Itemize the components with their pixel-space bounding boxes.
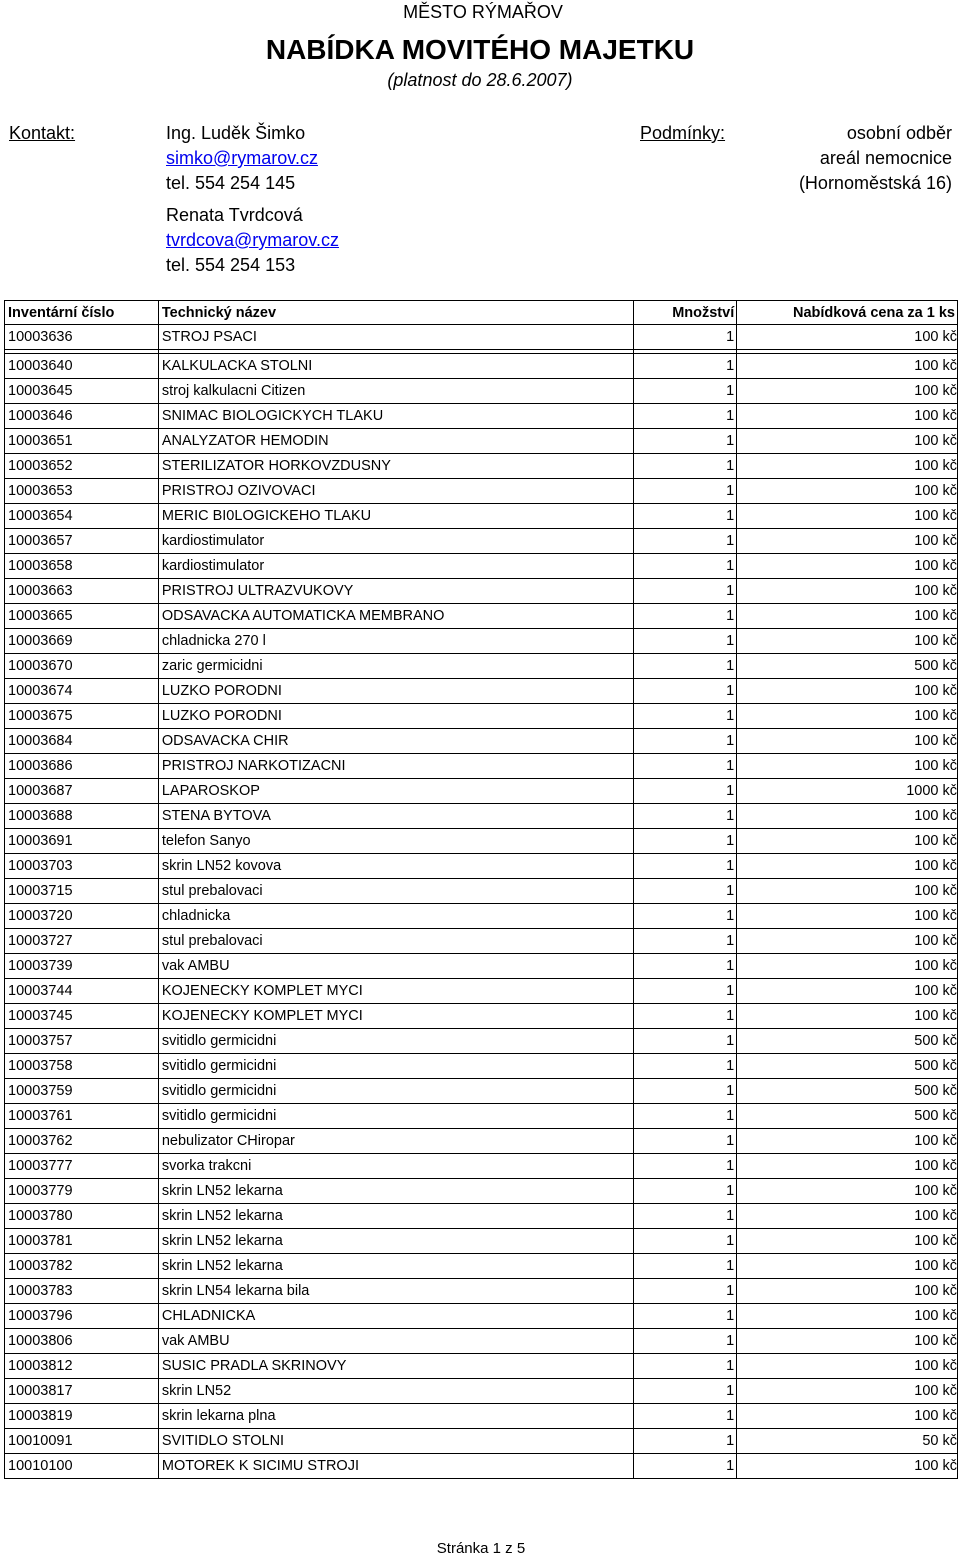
quantity-cell: 1 — [634, 1329, 737, 1354]
quantity-cell: 1 — [634, 829, 737, 854]
technical-name-cell: STROJ PSACI — [158, 325, 633, 350]
table-row — [5, 1379, 958, 1404]
price-cell: 100 kč — [737, 1354, 958, 1379]
table-row — [5, 1204, 958, 1229]
inventory-number-cell: 10003762 — [5, 1129, 159, 1154]
quantity-cell: 1 — [634, 604, 737, 629]
table-row — [5, 1054, 958, 1079]
quantity-cell: 1 — [634, 1204, 737, 1229]
quantity-cell: 1 — [634, 1454, 737, 1479]
quantity-cell: 1 — [634, 479, 737, 504]
price-cell: 100 kč — [737, 829, 958, 854]
table-row — [5, 1354, 958, 1379]
table-row — [5, 1229, 958, 1254]
header-inventory-number: Inventární číslo — [5, 301, 159, 325]
inventory-number-cell: 10003636 — [5, 325, 159, 350]
price-cell: 100 kč — [737, 679, 958, 704]
price-cell: 100 kč — [737, 354, 958, 379]
inventory-number-cell: 10003759 — [5, 1079, 159, 1104]
table-row — [5, 779, 958, 804]
price-cell: 500 kč — [737, 1079, 958, 1104]
header-price: Nabídková cena za 1 ks — [737, 301, 958, 325]
inventory-number-cell: 10003703 — [5, 854, 159, 879]
technical-name-cell: svorka trakcni — [158, 1154, 633, 1179]
quantity-cell: 1 — [634, 654, 737, 679]
inventory-number-cell: 10003654 — [5, 504, 159, 529]
quantity-cell: 1 — [634, 754, 737, 779]
quantity-cell: 1 — [634, 1004, 737, 1029]
quantity-cell: 1 — [634, 1254, 737, 1279]
inventory-number-cell: 10003812 — [5, 1354, 159, 1379]
table-header-row — [5, 301, 958, 325]
technical-name-cell: LAPAROSKOP — [158, 779, 633, 804]
inventory-number-cell: 10003727 — [5, 929, 159, 954]
table-row — [5, 1429, 958, 1454]
quantity-cell: 1 — [634, 1079, 737, 1104]
asset-table — [4, 300, 958, 1479]
technical-name-cell: stroj kalkulacni Citizen — [158, 379, 633, 404]
quantity-cell: 1 — [634, 979, 737, 1004]
quantity-cell: 1 — [634, 1179, 737, 1204]
price-cell: 100 kč — [737, 1279, 958, 1304]
inventory-number-cell: 10003783 — [5, 1279, 159, 1304]
price-cell: 100 kč — [737, 379, 958, 404]
technical-name-cell: KOJENECKY KOMPLET MYCI — [158, 979, 633, 1004]
inventory-number-cell: 10003665 — [5, 604, 159, 629]
quantity-cell: 1 — [634, 325, 737, 350]
inventory-number-cell: 10003757 — [5, 1029, 159, 1054]
quantity-cell: 1 — [634, 954, 737, 979]
quantity-cell: 1 — [634, 554, 737, 579]
technical-name-cell: LUZKO PORODNI — [158, 704, 633, 729]
quantity-cell: 1 — [634, 854, 737, 879]
table-row — [5, 629, 958, 654]
price-cell: 100 kč — [737, 979, 958, 1004]
technical-name-cell: skrin LN52 lekarna — [158, 1254, 633, 1279]
price-cell: 100 kč — [737, 1004, 958, 1029]
price-cell: 100 kč — [737, 729, 958, 754]
inventory-number-cell: 10003744 — [5, 979, 159, 1004]
quantity-cell: 1 — [634, 1129, 737, 1154]
quantity-cell: 1 — [634, 404, 737, 429]
quantity-cell: 1 — [634, 354, 737, 379]
price-cell: 100 kč — [737, 704, 958, 729]
technical-name-cell: KOJENECKY KOMPLET MYCI — [158, 1004, 633, 1029]
quantity-cell: 1 — [634, 729, 737, 754]
price-cell: 100 kč — [737, 529, 958, 554]
technical-name-cell: svitidlo germicidni — [158, 1104, 633, 1129]
inventory-number-cell: 10003640 — [5, 354, 159, 379]
technical-name-cell: KALKULACKA STOLNI — [158, 354, 633, 379]
table-body — [5, 325, 958, 1479]
inventory-number-cell: 10003720 — [5, 904, 159, 929]
table-row — [5, 454, 958, 479]
conditions-block — [799, 121, 952, 196]
inventory-number-cell: 10010100 — [5, 1454, 159, 1479]
technical-name-cell: stul prebalovaci — [158, 879, 633, 904]
quantity-cell: 1 — [634, 704, 737, 729]
price-cell: 100 kč — [737, 929, 958, 954]
town-name: MĚSTO RÝMAŘOV — [403, 2, 563, 22]
price-cell: 100 kč — [737, 325, 958, 350]
table-row — [5, 579, 958, 604]
contact-email-2[interactable]: tvrdcova@rymarov.cz — [166, 230, 339, 250]
price-cell: 100 kč — [737, 1129, 958, 1154]
quantity-cell: 1 — [634, 504, 737, 529]
condition-line: (Hornoměstská 16) — [798, 173, 952, 193]
price-cell: 100 kč — [737, 879, 958, 904]
price-cell: 100 kč — [737, 579, 958, 604]
price-cell: 100 kč — [737, 1154, 958, 1179]
quantity-cell: 1 — [634, 1104, 737, 1129]
price-cell: 100 kč — [737, 954, 958, 979]
price-cell: 100 kč — [737, 1204, 958, 1229]
price-cell: 100 kč — [737, 454, 958, 479]
inventory-number-cell: 10003781 — [5, 1229, 159, 1254]
inventory-number-cell: 10003819 — [5, 1404, 159, 1429]
technical-name-cell: vak AMBU — [158, 954, 633, 979]
page-title: NABÍDKA MOVITÉHO MAJETKU — [265, 34, 695, 65]
technical-name-cell: PRISTROJ ULTRAZVUKOVY — [158, 579, 633, 604]
table-row — [5, 1329, 958, 1354]
inventory-number-cell: 10003686 — [5, 754, 159, 779]
validity-note: (platnost do 28.6.2007) — [387, 70, 573, 90]
table-row — [5, 429, 958, 454]
table-row — [5, 904, 958, 929]
quantity-cell: 1 — [634, 804, 737, 829]
inventory-number-cell: 10003758 — [5, 1054, 159, 1079]
technical-name-cell: vak AMBU — [158, 1329, 633, 1354]
technical-name-cell: telefon Sanyo — [158, 829, 633, 854]
table-row — [5, 679, 958, 704]
inventory-number-cell: 10003761 — [5, 1104, 159, 1129]
price-cell: 100 kč — [737, 1379, 958, 1404]
table-row — [5, 1104, 958, 1129]
contact-name-1: Ing. Luděk Šimko — [166, 123, 306, 143]
quantity-cell: 1 — [634, 1429, 737, 1454]
inventory-number-cell: 10003796 — [5, 1304, 159, 1329]
table-row — [5, 879, 958, 904]
table-row — [5, 829, 958, 854]
condition-line: areál nemocnice — [819, 148, 952, 168]
technical-name-cell: SUSIC PRADLA SKRINOVY — [158, 1354, 633, 1379]
technical-name-cell: svitidlo germicidni — [158, 1029, 633, 1054]
inventory-number-cell: 10003675 — [5, 704, 159, 729]
price-cell: 100 kč — [737, 604, 958, 629]
inventory-number-cell: 10003779 — [5, 1179, 159, 1204]
quantity-cell: 1 — [634, 379, 737, 404]
technical-name-cell: skrin LN52 kovova — [158, 854, 633, 879]
table-row — [5, 704, 958, 729]
inventory-number-cell: 10003780 — [5, 1204, 159, 1229]
table-row — [5, 1304, 958, 1329]
quantity-cell: 1 — [634, 779, 737, 804]
price-cell: 100 kč — [737, 554, 958, 579]
header-technical-name: Technický název — [158, 301, 633, 325]
price-cell: 100 kč — [737, 854, 958, 879]
price-cell: 100 kč — [737, 1404, 958, 1429]
table-row — [5, 604, 958, 629]
table-row — [5, 654, 958, 679]
technical-name-cell: skrin LN52 lekarna — [158, 1179, 633, 1204]
quantity-cell: 1 — [634, 1029, 737, 1054]
contact-email-1[interactable]: simko@rymarov.cz — [166, 148, 318, 168]
table-row — [5, 379, 958, 404]
price-cell: 100 kč — [737, 629, 958, 654]
table-row — [5, 1154, 958, 1179]
price-cell: 100 kč — [737, 404, 958, 429]
technical-name-cell: zaric germicidni — [158, 654, 633, 679]
table-row — [5, 554, 958, 579]
quantity-cell: 1 — [634, 454, 737, 479]
inventory-number-cell: 10003652 — [5, 454, 159, 479]
technical-name-cell: svitidlo germicidni — [158, 1079, 633, 1104]
inventory-number-cell: 10003653 — [5, 479, 159, 504]
table-row — [5, 1079, 958, 1104]
technical-name-cell: MOTOREK K SICIMU STROJI — [158, 1454, 633, 1479]
technical-name-cell: chladnicka 270 l — [158, 629, 633, 654]
quantity-cell: 1 — [634, 1279, 737, 1304]
technical-name-cell: CHLADNICKA — [158, 1304, 633, 1329]
inventory-number-cell: 10003688 — [5, 804, 159, 829]
page-number: Stránka 1 z 5 — [436, 1540, 526, 1557]
inventory-number-cell: 10003645 — [5, 379, 159, 404]
technical-name-cell: kardiostimulator — [158, 554, 633, 579]
table-row — [5, 1404, 958, 1429]
quantity-cell: 1 — [634, 904, 737, 929]
table-row — [5, 954, 958, 979]
technical-name-cell: LUZKO PORODNI — [158, 679, 633, 704]
table-row — [5, 979, 958, 1004]
contact-phone-2: tel. 554 254 153 — [166, 255, 296, 275]
inventory-number-cell: 10003715 — [5, 879, 159, 904]
table-row — [5, 804, 958, 829]
price-cell: 500 kč — [737, 1029, 958, 1054]
technical-name-cell: PRISTROJ OZIVOVACI — [158, 479, 633, 504]
table-row — [5, 325, 958, 350]
table-row — [5, 354, 958, 379]
table-row — [5, 1029, 958, 1054]
table-row — [5, 1279, 958, 1304]
price-cell: 500 kč — [737, 1104, 958, 1129]
table-row — [5, 1179, 958, 1204]
table-row — [5, 729, 958, 754]
quantity-cell: 1 — [634, 1054, 737, 1079]
price-cell: 100 kč — [737, 1304, 958, 1329]
table-row — [5, 1129, 958, 1154]
technical-name-cell: svitidlo germicidni — [158, 1054, 633, 1079]
technical-name-cell: stul prebalovaci — [158, 929, 633, 954]
price-cell: 100 kč — [737, 904, 958, 929]
contact-name-2: Renata Tvrdcová — [166, 205, 303, 225]
quantity-cell: 1 — [634, 1229, 737, 1254]
table-row — [5, 504, 958, 529]
inventory-number-cell: 10003658 — [5, 554, 159, 579]
technical-name-cell: skrin LN52 lekarna — [158, 1229, 633, 1254]
price-cell: 100 kč — [737, 479, 958, 504]
price-cell: 100 kč — [737, 804, 958, 829]
conditions-label: Podmínky: — [640, 123, 726, 143]
contact-phone-1: tel. 554 254 145 — [166, 173, 296, 193]
technical-name-cell: kardiostimulator — [158, 529, 633, 554]
technical-name-cell: ODSAVACKA AUTOMATICKA MEMBRANO — [158, 604, 633, 629]
inventory-number-cell: 10003657 — [5, 529, 159, 554]
inventory-number-cell: 10003817 — [5, 1379, 159, 1404]
technical-name-cell: MERIC BI0LOGICKEHO TLAKU — [158, 504, 633, 529]
inventory-number-cell: 10003670 — [5, 654, 159, 679]
price-cell: 1000 kč — [737, 779, 958, 804]
table-row — [5, 404, 958, 429]
technical-name-cell: STENA BYTOVA — [158, 804, 633, 829]
quantity-cell: 1 — [634, 429, 737, 454]
inventory-number-cell: 10003782 — [5, 1254, 159, 1279]
contact-person-2 — [166, 203, 339, 278]
table-row — [5, 529, 958, 554]
price-cell: 50 kč — [737, 1429, 958, 1454]
technical-name-cell: nebulizator CHiropar — [158, 1129, 633, 1154]
price-cell: 100 kč — [737, 754, 958, 779]
inventory-number-cell: 10010091 — [5, 1429, 159, 1454]
contact-person-1 — [166, 121, 318, 196]
inventory-number-cell: 10003687 — [5, 779, 159, 804]
quantity-cell: 1 — [634, 629, 737, 654]
price-cell: 100 kč — [737, 1254, 958, 1279]
technical-name-cell: PRISTROJ NARKOTIZACNI — [158, 754, 633, 779]
table-row — [5, 479, 958, 504]
quantity-cell: 1 — [634, 679, 737, 704]
inventory-number-cell: 10003669 — [5, 629, 159, 654]
table-row — [5, 854, 958, 879]
price-cell: 100 kč — [737, 504, 958, 529]
quantity-cell: 1 — [634, 1304, 737, 1329]
inventory-number-cell: 10003674 — [5, 679, 159, 704]
technical-name-cell: ANALYZATOR HEMODIN — [158, 429, 633, 454]
inventory-number-cell: 10003663 — [5, 579, 159, 604]
contact-label: Kontakt: — [9, 123, 76, 143]
table-row — [5, 754, 958, 779]
technical-name-cell: skrin lekarna plna — [158, 1404, 633, 1429]
technical-name-cell: skrin LN52 lekarna — [158, 1204, 633, 1229]
table-row — [5, 1004, 958, 1029]
inventory-number-cell: 10003739 — [5, 954, 159, 979]
price-cell: 100 kč — [737, 1179, 958, 1204]
price-cell: 500 kč — [737, 654, 958, 679]
quantity-cell: 1 — [634, 579, 737, 604]
quantity-cell: 1 — [634, 929, 737, 954]
technical-name-cell: chladnicka — [158, 904, 633, 929]
technical-name-cell: skrin LN52 — [158, 1379, 633, 1404]
inventory-number-cell: 10003745 — [5, 1004, 159, 1029]
technical-name-cell: STERILIZATOR HORKOVZDUSNY — [158, 454, 633, 479]
table-row — [5, 1454, 958, 1479]
price-cell: 100 kč — [737, 1454, 958, 1479]
inventory-number-cell: 10003806 — [5, 1329, 159, 1354]
quantity-cell: 1 — [634, 1404, 737, 1429]
quantity-cell: 1 — [634, 879, 737, 904]
header-quantity: Množství — [634, 301, 737, 325]
price-cell: 500 kč — [737, 1054, 958, 1079]
price-cell: 100 kč — [737, 429, 958, 454]
table-row — [5, 1254, 958, 1279]
inventory-number-cell: 10003777 — [5, 1154, 159, 1179]
technical-name-cell: SVITIDLO STOLNI — [158, 1429, 633, 1454]
quantity-cell: 1 — [634, 1379, 737, 1404]
quantity-cell: 1 — [634, 1354, 737, 1379]
price-cell: 100 kč — [737, 1329, 958, 1354]
quantity-cell: 1 — [634, 1154, 737, 1179]
inventory-number-cell: 10003646 — [5, 404, 159, 429]
price-cell: 100 kč — [737, 1229, 958, 1254]
condition-line: osobní odběr — [846, 123, 952, 143]
inventory-number-cell: 10003651 — [5, 429, 159, 454]
quantity-cell: 1 — [634, 529, 737, 554]
technical-name-cell: ODSAVACKA CHIR — [158, 729, 633, 754]
technical-name-cell: skrin LN54 lekarna bila — [158, 1279, 633, 1304]
technical-name-cell: SNIMAC BIOLOGICKYCH TLAKU — [158, 404, 633, 429]
table-row — [5, 929, 958, 954]
inventory-number-cell: 10003684 — [5, 729, 159, 754]
inventory-number-cell: 10003691 — [5, 829, 159, 854]
